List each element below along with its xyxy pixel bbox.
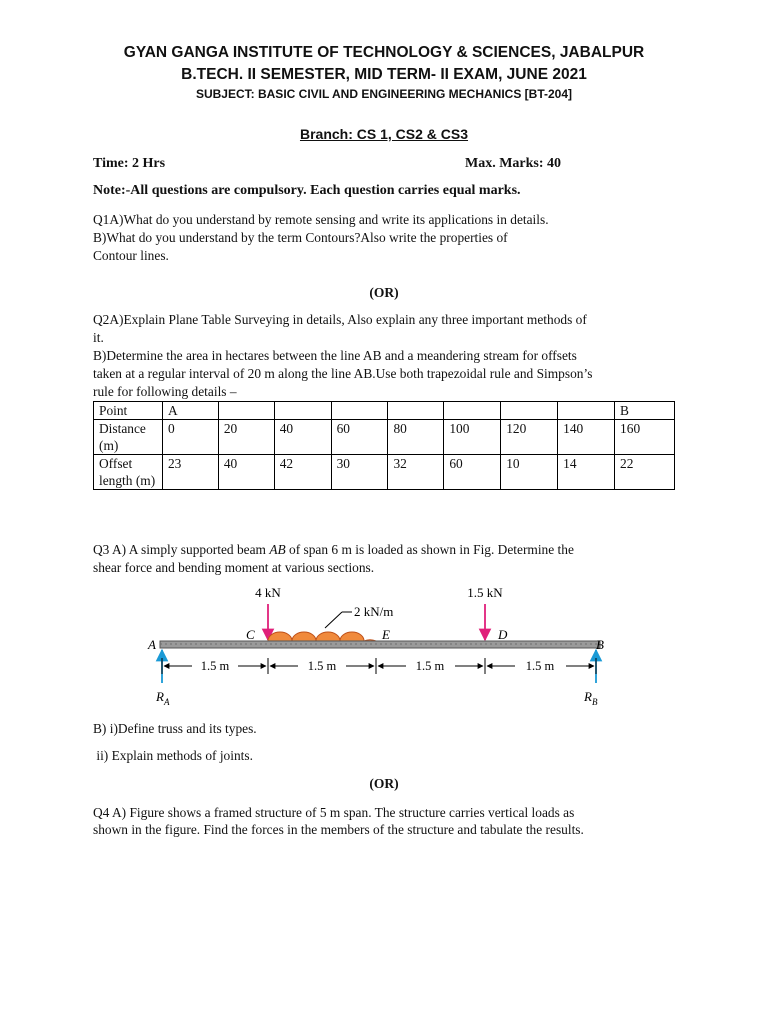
branch-title: Branch: CS 1, CS2 & CS3	[299, 126, 469, 142]
beam-figure	[140, 580, 620, 710]
table-cell: 100	[444, 420, 501, 455]
exam-note: Note:-All questions are compulsory. Each question carries equal marks.	[93, 183, 521, 198]
table-cell	[388, 402, 444, 420]
table-cell	[444, 402, 501, 420]
table-cell: 30	[331, 455, 388, 490]
or-divider-1: (OR)	[369, 285, 399, 300]
dimension-2	[270, 659, 374, 673]
point-e-label: E	[382, 627, 390, 642]
table-cell: 22	[615, 455, 675, 490]
reaction-b-subscript: B	[591, 697, 598, 707]
table-cell	[274, 402, 331, 420]
table-cell: Offset length (m)	[94, 455, 163, 490]
dimension-label: 1.5 m	[307, 659, 337, 673]
load-d-label: 1.5 kN	[467, 585, 503, 600]
dimension-3	[378, 659, 483, 673]
table-cell: 140	[558, 420, 615, 455]
q3-a-line1	[93, 541, 574, 559]
q3-a-suffix: of span 6 m is loaded as shown in Fig. Determine the	[285, 542, 574, 557]
point-a-label: A	[148, 637, 156, 652]
q3-b-line1: B) i)Define truss and its types.	[93, 721, 257, 736]
dimension-label: 1.5 m	[415, 659, 445, 673]
table-cell: 10	[501, 455, 558, 490]
dimension-label: 1.5 m	[525, 659, 555, 673]
reaction-a-symbol: R	[156, 689, 164, 704]
table-cell	[218, 402, 274, 420]
table-cell: Point	[94, 402, 163, 420]
reaction-b-label	[583, 689, 598, 707]
table-cell: Distance (m)	[94, 420, 163, 455]
or-divider-2: (OR)	[369, 776, 399, 791]
q1-a: Q1A)What do you understand by remote sensing and write its applications in details.	[93, 212, 549, 227]
table-cell: 20	[218, 420, 274, 455]
point-b-label: B	[596, 637, 604, 652]
reaction-b-symbol: R	[584, 689, 592, 704]
table-cell: 32	[388, 455, 444, 490]
dimension-1	[164, 659, 266, 673]
institute-title: GYAN GANGA INSTITUTE OF TECHNOLOGY & SCIENCES, JABALPUR	[123, 44, 645, 61]
q4-a-line2: shown in the figure. Find the forces in the members of the structure and tabulate the results.	[93, 822, 584, 837]
table-cell: 160	[615, 420, 675, 455]
q4-a-line1: Q4 A) Figure shows a framed structure of 5 m span. The structure carries vertical loads as	[93, 805, 575, 820]
table-cell: 80	[388, 420, 444, 455]
q2-b-line1: B)Determine the area in hectares between the line AB and a meandering stream for offsets	[93, 348, 577, 363]
q1-b-line1: B)What do you understand by the term Contours?Also write the properties of	[93, 230, 508, 245]
exam-time: Time: 2 Hrs	[93, 156, 166, 171]
table-row	[94, 455, 675, 490]
table-cell: 40	[274, 420, 331, 455]
q2-b-line2: taken at a regular interval of 20 m along the line AB.Use both trapezoidal rule and Simpson’s	[93, 366, 593, 381]
offset-table	[93, 401, 675, 490]
table-cell: 60	[331, 420, 388, 455]
max-marks: Max. Marks: 40	[465, 156, 562, 171]
dimension-4	[487, 659, 594, 673]
udl-leader	[325, 612, 342, 628]
table-cell: 60	[444, 455, 501, 490]
q3-a-line2: shear force and bending moment at various sections.	[93, 560, 375, 575]
q1-b-line2: Contour lines.	[93, 248, 169, 263]
point-c-label: C	[246, 627, 255, 642]
subject-title: SUBJECT: BASIC CIVIL AND ENGINEERING MECHANICS [BT-204]	[195, 87, 573, 101]
reaction-a-subscript: A	[163, 697, 170, 707]
dimension-label: 1.5 m	[200, 659, 230, 673]
table-cell: 42	[274, 455, 331, 490]
table-row	[94, 402, 675, 420]
q2-a-line1: Q2A)Explain Plane Table Surveying in details, Also explain any three important methods of	[93, 312, 587, 327]
table-cell: 40	[218, 455, 274, 490]
table-cell: 14	[558, 455, 615, 490]
table-cell: 0	[162, 420, 218, 455]
udl-label: 2 kN/m	[354, 604, 394, 619]
q3-a-prefix: Q3 A) A simply supported beam	[93, 542, 270, 557]
table-cell	[558, 402, 615, 420]
table-cell: 120	[501, 420, 558, 455]
table-cell	[501, 402, 558, 420]
table-cell	[331, 402, 388, 420]
table-cell: B	[615, 402, 675, 420]
load-c-label: 4 kN	[255, 585, 281, 600]
q2-b-line3: rule for following details –	[93, 384, 237, 399]
table-row	[94, 420, 675, 455]
table-cell: A	[162, 402, 218, 420]
q3-a-beam: AB	[269, 542, 286, 557]
reaction-a-label	[155, 689, 170, 707]
q2-a-line2: it.	[93, 330, 104, 345]
exam-title: B.TECH. II SEMESTER, MID TERM- II EXAM, JUNE 2021	[181, 66, 587, 83]
table-cell: 23	[162, 455, 218, 490]
point-d-label: D	[498, 627, 508, 642]
udl-load	[268, 632, 376, 641]
q3-b-line2: ii) Explain methods of joints.	[93, 748, 253, 763]
